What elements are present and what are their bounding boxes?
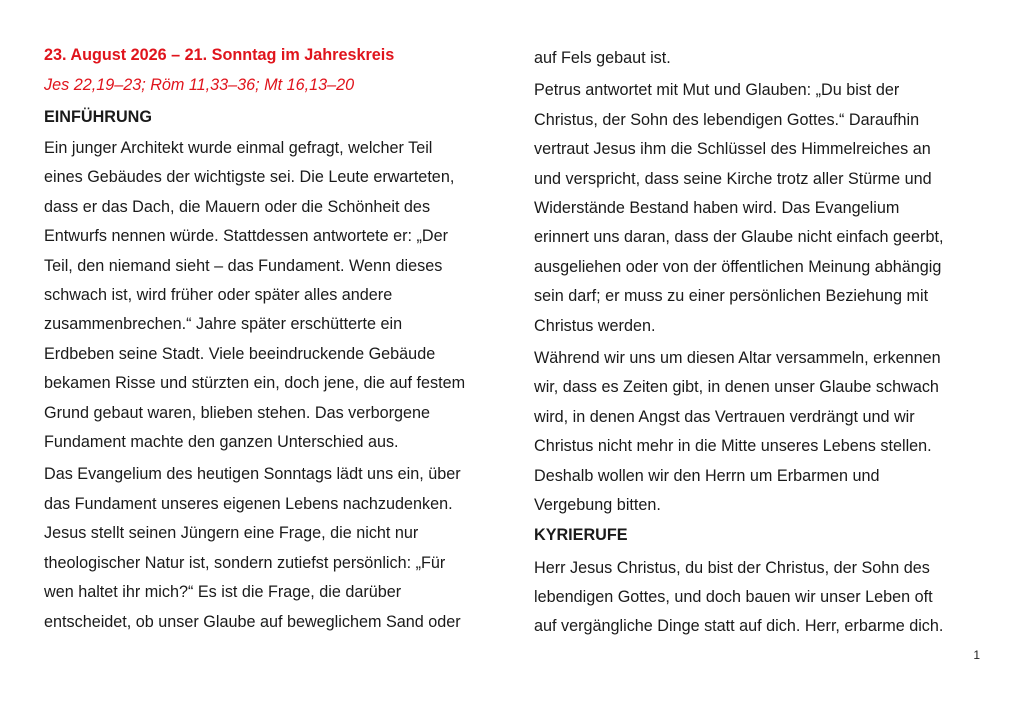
text-line: Petrus antwortet mit Mut und Glauben: „Du bist der bbox=[534, 81, 900, 100]
text-line: wird, in denen Angst das Vertrauen verdrängt und wir bbox=[534, 407, 915, 426]
text-line: Ein junger Architekt wurde einmal gefragt, welcher Teil bbox=[44, 139, 433, 157]
left-column bbox=[44, 44, 492, 640]
text-line: Entwurfs nennen würde. Stattdessen antwortete er: „Der bbox=[44, 227, 448, 246]
text-line: Christus werden. bbox=[534, 316, 656, 335]
text-line: Teil, den niemand sieht – das Fundament. Wenn dieses bbox=[44, 256, 443, 275]
text-line: sein darf; er muss zu einer persönlichen Beziehung mit bbox=[534, 287, 929, 306]
paragraph-altar bbox=[534, 344, 974, 520]
text-line: Christus, der Sohn des lebendigen Gottes.“ Daraufhin bbox=[534, 110, 920, 129]
text-line: lebendigen Gottes, und doch bauen wir unser Leben oft bbox=[534, 587, 933, 606]
text-line: wir, dass es Zeiten gibt, in denen unser Glaube schwach bbox=[534, 378, 939, 397]
text-line: theologischer Natur ist, sondern zutiefst persönlich: „Für bbox=[44, 553, 446, 572]
scripture-readings: Jes 22,19–23; Röm 11,33–36; Mt 16,13–20 bbox=[44, 76, 355, 94]
text-line: entscheidet, ob unser Glaube auf beweglichem Sand oder bbox=[44, 612, 461, 631]
text-line: auf Fels gebaut ist. bbox=[534, 49, 671, 67]
right-column bbox=[534, 44, 974, 645]
text-line: Widerstände Bestand haben wird. Das Evangelium bbox=[534, 199, 900, 218]
paragraph-continuation bbox=[534, 44, 974, 73]
text-line: erinnert uns daran, dass der Glaube nicht einfach geerbt, bbox=[534, 228, 944, 247]
text-line: das Fundament unseres eigenen Lebens nachzudenken. bbox=[44, 494, 453, 513]
text-line: zusammenbrechen.“ Jahre später erschütterte ein bbox=[44, 315, 403, 334]
text-line: Christus nicht mehr in die Mitte unseres Lebens stellen. bbox=[534, 437, 932, 456]
text-line: Fundament machte den ganzen Unterschied aus. bbox=[44, 433, 399, 452]
text-line: vertraut Jesus ihm die Schlüssel des Himmelreiches an bbox=[534, 140, 931, 159]
text-line: Deshalb wollen wir den Herrn um Erbarmen und bbox=[534, 466, 880, 485]
text-line: schwach ist, wird früher oder später alles andere bbox=[44, 286, 393, 305]
paragraph-gospel bbox=[44, 460, 492, 636]
text-line: auf vergängliche Dinge statt auf dich. Herr, erbarme dich. bbox=[534, 617, 944, 636]
text-line: Jesus stellt seinen Jüngern eine Frage, die nicht nur bbox=[44, 524, 419, 543]
paragraph-kyrie bbox=[534, 554, 974, 642]
text-line: Erdbeben seine Stadt. Viele beeindruckende Gebäude bbox=[44, 344, 436, 363]
section-heading-einfuehrung: EINFÜHRUNG bbox=[44, 108, 152, 126]
text-line: Während wir uns um diesen Altar versammeln, erkennen bbox=[534, 349, 941, 368]
text-line: ausgeliehen oder von der öffentlichen Meinung abhängig bbox=[534, 257, 942, 276]
paragraph-intro bbox=[44, 134, 492, 457]
text-line: Grund gebaut waren, blieben stehen. Das verborgene bbox=[44, 403, 431, 422]
text-line: Herr Jesus Christus, du bist der Christus, der Sohn des bbox=[534, 558, 930, 577]
section-heading-kyrierufe: KYRIERUFE bbox=[534, 525, 628, 544]
text-line: wen haltet ihr mich?“ Es ist die Frage, die darüber bbox=[44, 583, 402, 602]
paragraph-petrus bbox=[534, 76, 974, 341]
page-number: 1 bbox=[973, 648, 980, 662]
text-line: eines Gebäudes der wichtigste sei. Die Leute erwarteten, bbox=[44, 168, 455, 187]
text-line: Vergebung bitten. bbox=[534, 496, 661, 515]
text-line: Das Evangelium des heutigen Sonntags lädt uns ein, über bbox=[44, 465, 461, 484]
text-line: dass er das Dach, die Mauern oder die Schönheit des bbox=[44, 197, 431, 216]
date-title: 23. August 2026 – 21. Sonntag im Jahreskreis bbox=[44, 46, 395, 64]
text-line: und verspricht, dass seine Kirche trotz aller Stürme und bbox=[534, 169, 932, 188]
text-line: bekamen Risse und stürzten ein, doch jene, die auf festem bbox=[44, 374, 466, 393]
